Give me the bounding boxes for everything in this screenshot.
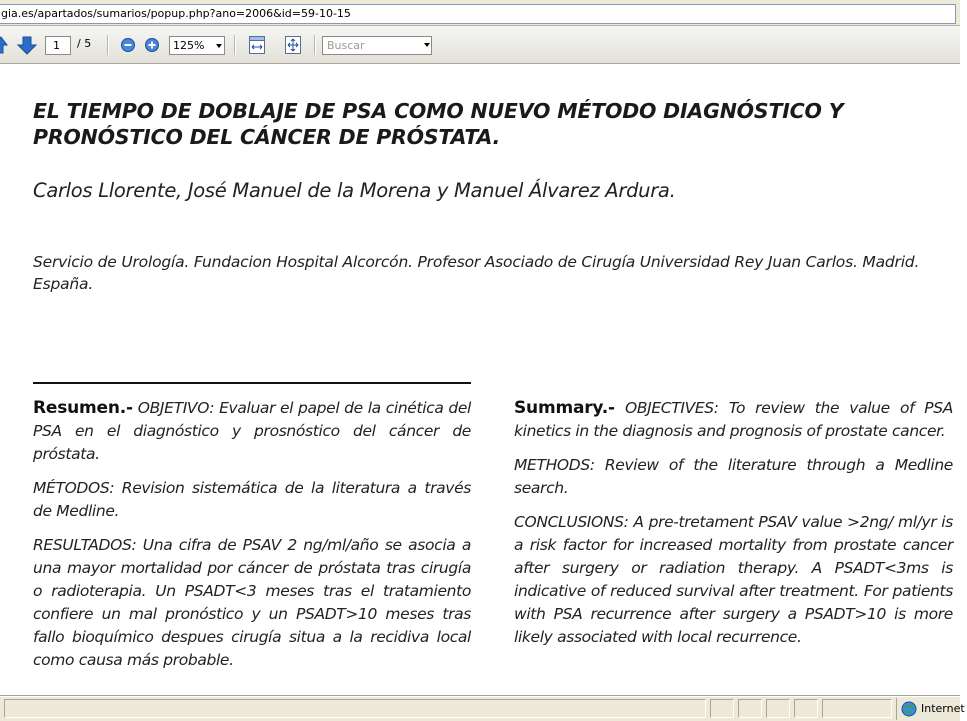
article-affiliation: Servicio de Urología. Fundacion Hospital Alcorcón. Profesor Asociado de Cirugía Universidad Rey Juan Carlos. Madrid. España. <box>33 253 920 293</box>
address-bar <box>0 0 960 26</box>
resumen-resultados: RESULTADOS: Una cifra de PSAV 2 ng/ml/año se asocia a una mayor mortalidad por cáncer de próstata tras cirugía o radioterapia. Un PSADT<3 meses tras el tratamiento confiere un mal pronóstico y un PSADT>10 meses tras fallo bioquímico despues cirugía situa a la recidiva local como causa más probable. <box>33 536 471 669</box>
summary-heading: Summary.- <box>514 398 615 418</box>
article-authors: Carlos Llorente, José Manuel de la Morena y Manuel Álvarez Ardura. <box>33 179 676 202</box>
fit-page-icon <box>284 35 302 55</box>
status-pane <box>794 699 818 718</box>
url-field[interactable]: gia.es/apartados/sumarios/popup.php?ano=2006&id=59-10-15 <box>0 4 956 24</box>
zoom-in-icon <box>144 37 160 53</box>
resumen-metodos: MÉTODOS: Revision sistemática de la literatura a través de Medline. <box>33 479 471 520</box>
status-bar <box>0 696 965 721</box>
status-pane <box>766 699 790 718</box>
previous-page-button[interactable] <box>0 35 8 55</box>
page-number-input[interactable]: 1 <box>45 36 71 55</box>
pdf-page <box>0 64 960 696</box>
page-total: / 5 <box>77 37 92 50</box>
status-pane <box>4 699 706 718</box>
status-pane <box>822 699 892 718</box>
summary-conclusions: CONCLUSIONS: A pre-tretament PSAV value >2ng/ ml/yr is a risk factor for increased mortality from prostate cancer after surgery or radiation therapy. A PSADT<3ms is indicative of reduced survival after treatment. For patients with PSA recurrence after surgery a PSADT>10 is more likely associated with local recurrence. <box>514 513 953 646</box>
summary-objectives: Summary.- OBJECTIVES: To review the value of PSA kinetics in the diagnosis and prognosis of prostate cancer. <box>514 398 954 440</box>
zoom-value: 125% <box>173 39 205 52</box>
search-options-chevron-icon[interactable] <box>424 43 430 47</box>
resumen-objetivo: Resumen.- OBJETIVO: Evaluar el papel de la cinética del PSA en el diagnóstico y prosnóstico del cáncer de próstata. <box>33 398 472 463</box>
summary-column <box>514 397 953 660</box>
zone-label: Internet <box>921 702 965 715</box>
resumen-heading: Resumen.- <box>33 398 133 418</box>
article-title: EL TIEMPO DE DOBLAJE DE PSA COMO NUEVO MÉTODO DIAGNÓSTICO Y PRONÓSTICO DEL CÁNCER DE PRÓSTATA. <box>33 99 844 149</box>
zoom-select[interactable] <box>169 36 225 55</box>
search-placeholder: Buscar <box>327 39 365 52</box>
status-pane <box>710 699 734 718</box>
arrow-down-icon <box>16 35 38 55</box>
zoom-out-button[interactable] <box>120 37 136 53</box>
fit-width-button[interactable] <box>248 35 266 55</box>
zoom-out-icon <box>120 37 136 53</box>
pdf-toolbar <box>0 26 960 64</box>
zoom-in-button[interactable] <box>144 37 160 53</box>
summary-methods: METHODS: Review of the literature through a Medline search. <box>514 456 953 497</box>
fit-width-icon <box>248 35 266 55</box>
fit-page-button[interactable] <box>284 35 302 55</box>
arrow-up-icon <box>0 35 8 55</box>
chevron-down-icon <box>216 44 222 48</box>
next-page-button[interactable] <box>16 35 38 55</box>
globe-icon <box>901 701 917 717</box>
search-input[interactable] <box>322 36 432 55</box>
security-zone[interactable] <box>896 698 967 720</box>
status-pane <box>738 699 762 718</box>
divider <box>33 382 471 384</box>
resumen-column <box>33 397 471 683</box>
